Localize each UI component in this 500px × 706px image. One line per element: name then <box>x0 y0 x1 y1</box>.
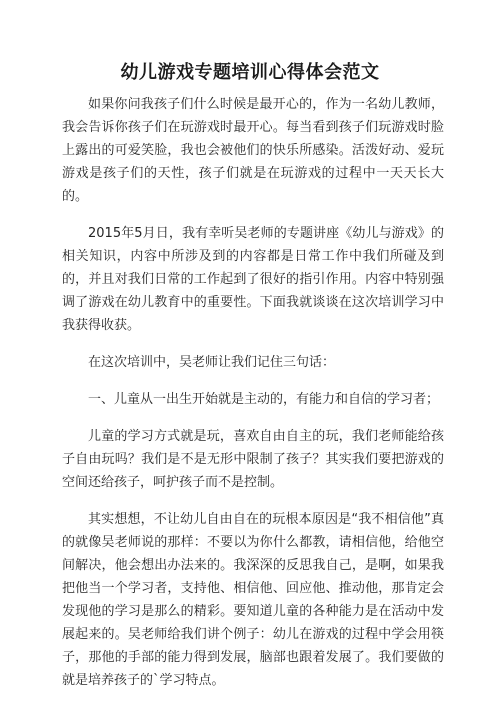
paragraph-point-one: 一、儿童从一出生开始就是主动的，有能力和自信的学习者； <box>88 392 440 407</box>
paragraph-intro: 如果你问我孩子们什么时候是最开心的，作为一名幼儿教师，我会告诉你孩子们在玩游戏时最开心。每当看到孩子们玩游戏时脸上露出的可爱笑脸，我也会被他们的快乐所感染。活泼好动、爱玩游戏是孩子们的天性，孩子们就是在玩游戏的过程中一天天长大的。 <box>62 97 444 204</box>
paragraph-three-sentences: 在这次培训中，吴老师让我们记住三句话： <box>88 355 336 370</box>
paragraph-learning-style: 儿童的学习方式就是玩，喜欢自由自主的玩，我们老师能给孩子自由玩吗？我们是不是无形中限制了孩子？其实我们要把游戏的空间还给孩子，呵护孩子而不是控制。 <box>62 429 444 490</box>
document-body <box>62 93 444 692</box>
document-title: 幼儿游戏专题培训心得体会范文 <box>120 62 380 83</box>
paragraph-reflection: 其实想想，不让幼儿自由自在的玩根本原因是“我不相信他”真的就像吴老师说的那样：不要以为你什么都教，请相信他，给他空间解决，他会想出办法来的。我深深的反思我自己，是啊，如果我把他当一个学习者，支持他、相信他、回应他、推动他，那肯定会发现他的学习是那么的精彩。要知道儿童的各种能力是在活动中发展起来的。吴老师给我们讲个例子：幼儿在游戏的过程中学会用筷子，那他的手部的能力得到发展，脑部也跟着发展了。我们要做的就是培养孩子的`学习特点。 <box>62 512 444 688</box>
paragraph-lecture: 2015年5月日，我有幸听吴老师的专题讲座《幼儿与游戏》的相关知识，内容中所涉及到的内容都是日常工作中我们所碰及到的，并且对我们日常的工作起到了很好的指引作用。内容中特别强调了游戏在幼儿教育中的重要性。下面我就谈谈在这次培训学习中我获得收获。 <box>62 226 444 333</box>
